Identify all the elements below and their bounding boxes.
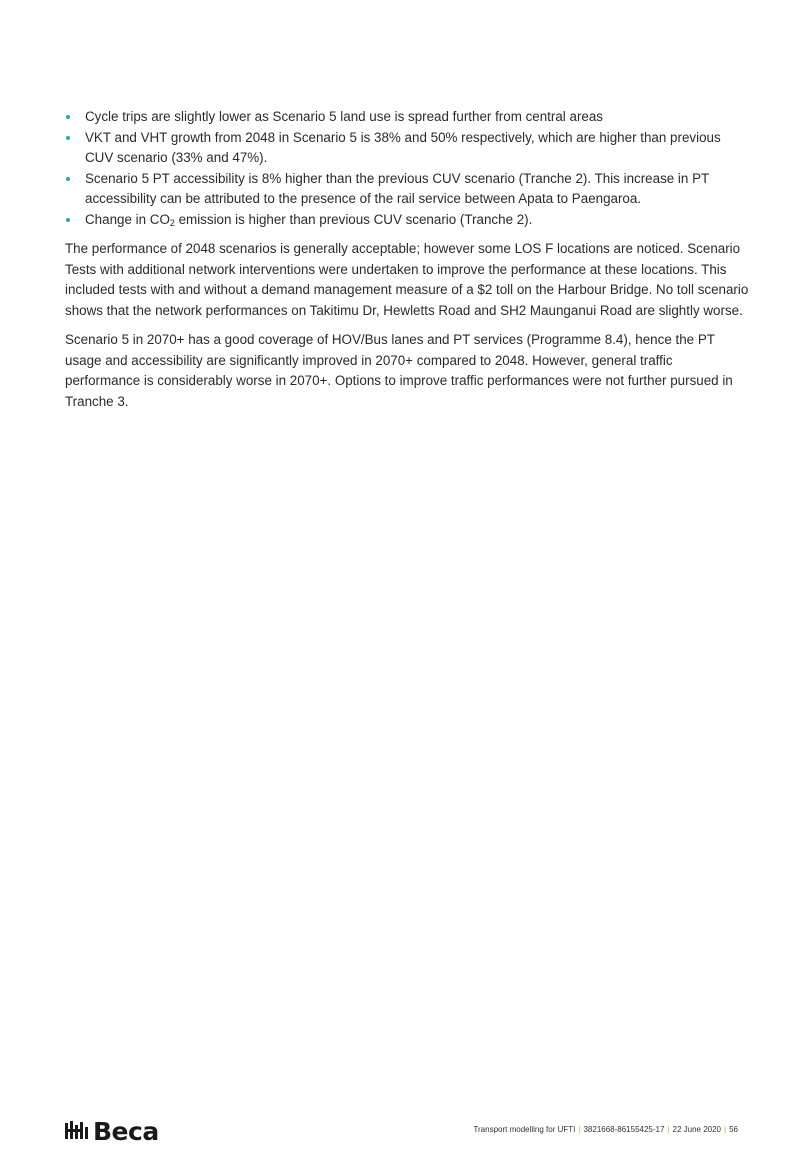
logo-wordmark: Beca [93, 1116, 159, 1146]
main-content [65, 107, 749, 412]
document-date: 22 June 2020 [672, 1125, 722, 1134]
bullet-list [65, 107, 749, 230]
list-item [65, 169, 749, 210]
bullet-dot-icon [66, 177, 70, 181]
beca-logo-mark-icon [65, 1121, 89, 1141]
paragraph-scenario-2070: Scenario 5 in 2070+ has a good coverage of HOV/Bus lanes and PT services (Programme 8.4), hence the PT usage and accessibility are significantly improved in 2070+ compared to 2048. However, general traffic performance is considerably worse in 2070+. Options to improve traffic performances were not further pursued in Tranche 3. [65, 332, 733, 409]
bullet-dot-icon [66, 218, 70, 222]
document-title: Transport modelling for UFTI [473, 1125, 576, 1134]
beca-logo [65, 1117, 159, 1145]
list-item [65, 128, 749, 169]
page-footer [65, 1117, 738, 1145]
page-number: 56 [729, 1125, 738, 1134]
footer-info [473, 1125, 738, 1134]
bullet-text: Cycle trips are slightly lower as Scenario 5 land use is spread further from central areas [85, 109, 603, 124]
list-item [65, 107, 749, 128]
bullet-dot-icon [66, 115, 70, 119]
bullet-text: VKT and VHT growth from 2048 in Scenario 5 is 38% and 50% respectively, which are higher than previous CUV scenario (33% and 47%). [85, 129, 721, 165]
footer-separator: | [578, 1125, 581, 1134]
subscript: 2 [169, 217, 175, 228]
footer-separator: | [724, 1125, 727, 1134]
bullet-text-before: Change in CO [85, 211, 170, 227]
document-number: 3821668-86155425-17 [583, 1125, 665, 1134]
footer-separator: | [667, 1125, 670, 1134]
bullet-text: Scenario 5 PT accessibility is 8% higher than the previous CUV scenario (Tranche 2). This increase in PT accessibility can be attributed to the presence of the rail service between Apata to Paengaroa. [85, 170, 709, 206]
list-item [65, 210, 749, 231]
bullet-dot-icon [66, 136, 70, 140]
paragraph-performance-2048: The performance of 2048 scenarios is generally acceptable; however some LOS F locations are noticed. Scenario Tests with additional network interventions were undertaken to improve the performance at these locations. This included tests with and without a demand management measure of a $2 toll on the Harbour Bridge. No toll scenario shows that the network performances on Takitimu Dr, Hewletts Road and SH2 Maunganui Road are slightly worse. [65, 241, 749, 318]
bullet-text-after: emission is higher than previous CUV scenario (Tranche 2). [174, 211, 533, 227]
